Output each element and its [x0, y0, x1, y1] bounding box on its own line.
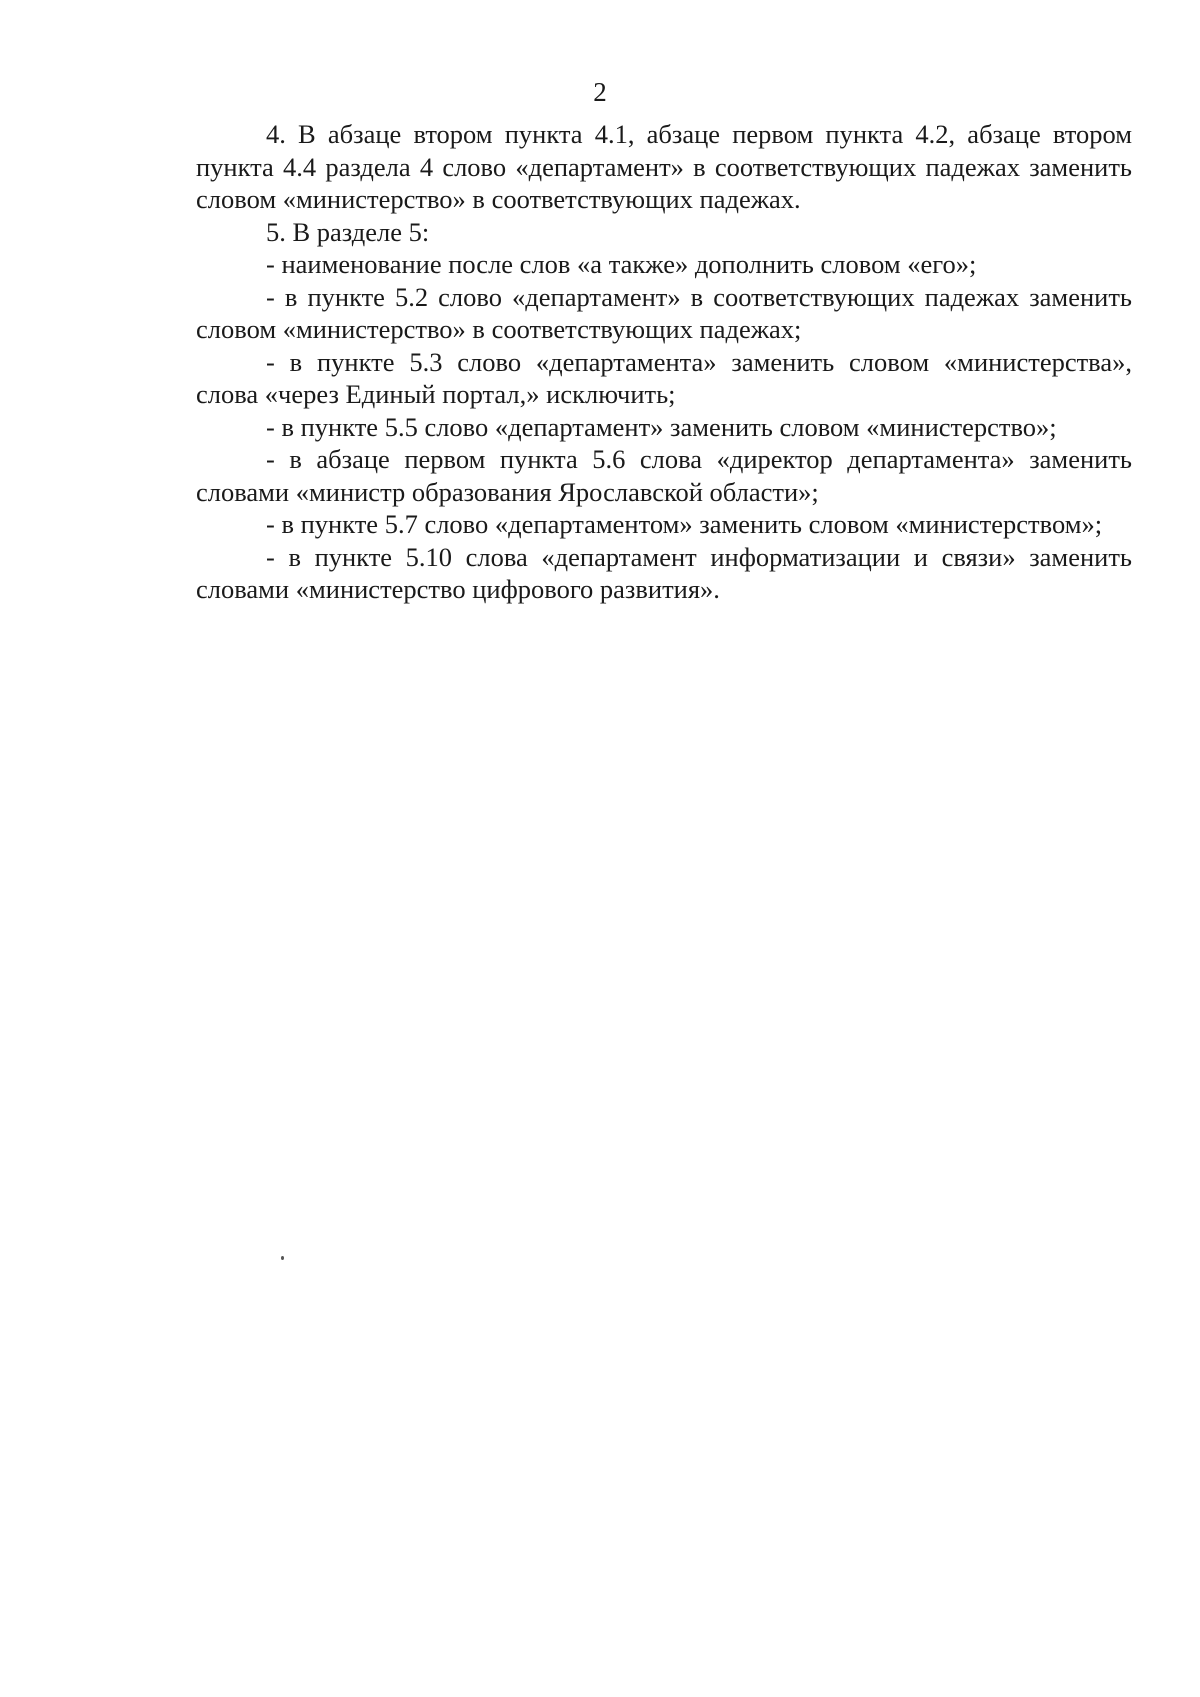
- list-item: - в пункте 5.7 слово «департаментом» заменить словом «министерством»;: [266, 509, 1103, 539]
- list-item: - в абзаце первом пункта 5.6 слова «директор департамента» заменить словами «министр образования Ярославской области»;: [196, 444, 1132, 507]
- page-number: 2: [593, 77, 607, 107]
- document-body: [196, 118, 1132, 606]
- paragraph-item-4: 4. В абзаце втором пункта 4.1, абзаце первом пункта 4.2, абзаце втором пункта 4.4 раздела 4 слово «департамент» в соответствующих падежах заменить словом «министерство» в соответствующих падежах.: [196, 119, 1132, 214]
- list-item: - в пункте 5.10 слова «департамент информатизации и связи» заменить словами «министерство цифрового развития».: [196, 541, 1132, 604]
- list-item: - наименование после слов «а также» дополнить словом «его»;: [266, 249, 977, 279]
- list-item: - в пункте 5.5 слово «департамент» заменить словом «министерство»;: [266, 411, 1057, 442]
- list-item: - в пункте 5.3 слово «департамента» заменить словом «министерства», слова «через Единый портал,» исключить;: [196, 346, 1132, 409]
- list-item: - в пункте 5.2 слово «департамент» в соответствующих падежах заменить словом «министерство» в соответствующих падежах;: [196, 281, 1132, 344]
- paragraph-section-5-heading: 5. В разделе 5:: [266, 216, 430, 247]
- scan-speck: [281, 1256, 284, 1260]
